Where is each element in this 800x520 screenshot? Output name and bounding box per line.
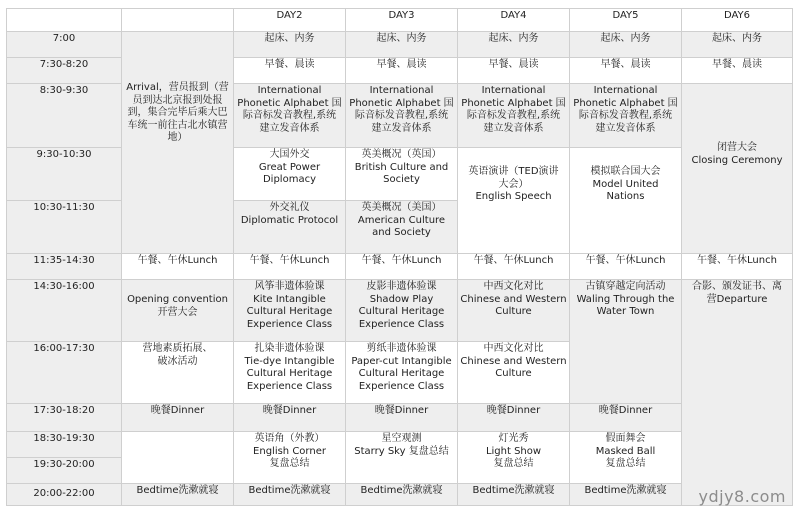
closing-day6: 闭营大会 Closing Ceremony <box>682 84 793 254</box>
row-14-30 <box>7 280 793 342</box>
dinner-day2: 晚餐Dinner <box>234 404 346 432</box>
wake-day2: 起床、内务 <box>234 32 346 58</box>
header-row <box>7 9 793 32</box>
breakfast-day2: 早餐、晨读 <box>234 58 346 84</box>
ball-day5: 假面舞会 Masked Ball 复盘总结 <box>570 432 682 484</box>
time-cell: 7:00 <box>7 32 122 58</box>
un-day5: 模拟联合国大会 Model United Nations <box>570 148 682 254</box>
time-cell: 17:30-18:20 <box>7 404 122 432</box>
lunch-day3: 午餐、午休Lunch <box>346 254 458 280</box>
header-day1 <box>122 9 234 32</box>
time-cell: 7:30-8:20 <box>7 58 122 84</box>
breakfast-day4: 早餐、晨读 <box>458 58 570 84</box>
speech-day4: 英语演讲（TED演讲 大会） English Speech <box>458 148 570 254</box>
wake-day5: 起床、内务 <box>570 32 682 58</box>
protocol-day2: 外交礼仪 Diplomatic Protocol <box>234 201 346 254</box>
diplomacy-day2: 大国外交 Great Power Diplomacy <box>234 148 346 201</box>
row-18-30 <box>7 432 793 458</box>
time-cell: 11:35-14:30 <box>7 254 122 280</box>
header-day6: DAY6 <box>682 9 793 32</box>
bed-day3: Bedtime洗漱就寝 <box>346 484 458 506</box>
wake-day6: 起床、内务 <box>682 32 793 58</box>
compare-day4-a: 中西文化对比 Chinese and Western Culture <box>458 280 570 342</box>
row-11-35 <box>7 254 793 280</box>
bed-day2: Bedtime洗漱就寝 <box>234 484 346 506</box>
dinner-day3: 晚餐Dinner <box>346 404 458 432</box>
phonetic-day4: International Phonetic Alphabet 国 际音标发音教程,系统 建立发音体系 <box>458 84 570 148</box>
time-cell: 10:30-11:30 <box>7 201 122 254</box>
wake-day4: 起床、内务 <box>458 32 570 58</box>
header-day2: DAY2 <box>234 9 346 32</box>
tiedye-day2: 扎染非遗体验课 Tie-dye Intangible Cultural Heritage Experience Class <box>234 342 346 404</box>
evening-day1-empty <box>122 432 234 484</box>
dinner-day4: 晚餐Dinner <box>458 404 570 432</box>
time-cell: 19:30-20:00 <box>7 458 122 484</box>
bed-day5: Bedtime洗漱就寝 <box>570 484 682 506</box>
light-day4: 灯光秀 Light Show 复盘总结 <box>458 432 570 484</box>
kite-day2: 风筝非遗体验课 Kite Intangible Cultural Heritage Experience Class <box>234 280 346 342</box>
breakfast-day6: 早餐、晨读 <box>682 58 793 84</box>
row-17-30 <box>7 404 793 432</box>
british-day3: 英美概况（英国） British Culture and Society <box>346 148 458 201</box>
row-7-00 <box>7 32 793 58</box>
lunch-day5: 午餐、午休Lunch <box>570 254 682 280</box>
starry-day3: 星空观测 Starry Sky 复盘总结 <box>346 432 458 484</box>
header-day3: DAY3 <box>346 9 458 32</box>
row-20-00 <box>7 484 793 506</box>
time-cell: 16:00-17:30 <box>7 342 122 404</box>
lunch-day4: 午餐、午休Lunch <box>458 254 570 280</box>
dinner-day5: 晚餐Dinner <box>570 404 682 432</box>
schedule-wrapper <box>6 8 792 506</box>
time-cell: 18:30-19:30 <box>7 432 122 458</box>
time-cell: 14:30-16:00 <box>7 280 122 342</box>
phonetic-day2: International Phonetic Alphabet 国 际音标发音教程,系统 建立发音体系 <box>234 84 346 148</box>
american-day3: 英美概况（美国） American Culture and Society <box>346 201 458 254</box>
header-day4: DAY4 <box>458 9 570 32</box>
header-corner <box>7 9 122 32</box>
corner-day2: 英语角（外教） English Corner 复盘总结 <box>234 432 346 484</box>
phonetic-day3: International Phonetic Alphabet 国 际音标发音教程,系统 建立发音体系 <box>346 84 458 148</box>
bed-day4: Bedtime洗漱就寝 <box>458 484 570 506</box>
time-cell: 8:30-9:30 <box>7 84 122 148</box>
phonetic-day5: International Phonetic Alphabet 国 际音标发音教程,系统 建立发音体系 <box>570 84 682 148</box>
shadow-day3: 皮影非遗体验课 Shadow Play Cultural Heritage Experience Class <box>346 280 458 342</box>
departure-day6: 合影、颁发证书、离 营Departure <box>682 280 793 506</box>
lunch-day2: 午餐、午休Lunch <box>234 254 346 280</box>
icebreak-day1: 营地素质拓展、 破冰活动 <box>122 342 234 404</box>
arrival-cell: Arrival，营员报到（营员到达北京报到处报到，集合完毕后乘大巴车统一前往古北水镇营地） <box>122 32 234 254</box>
papercut-day3: 剪纸非遗体验课 Paper-cut Intangible Cultural Heritage Experience Class <box>346 342 458 404</box>
time-cell: 20:00-22:00 <box>7 484 122 506</box>
lunch-day1: 午餐、午休Lunch <box>122 254 234 280</box>
camp-schedule-table <box>6 8 793 506</box>
water-day5: 古镇穿越定向活动 Waling Through the Water Town <box>570 280 682 404</box>
breakfast-day3: 早餐、晨读 <box>346 58 458 84</box>
watermark: ydjy8.com <box>698 487 786 506</box>
opening-day1: Opening convention 开营大会 <box>122 280 234 342</box>
dinner-day1: 晚餐Dinner <box>122 404 234 432</box>
compare-day4-b: 中西文化对比 Chinese and Western Culture <box>458 342 570 404</box>
wake-day3: 起床、内务 <box>346 32 458 58</box>
header-day5: DAY5 <box>570 9 682 32</box>
breakfast-day5: 早餐、晨读 <box>570 58 682 84</box>
bed-day1: Bedtime洗漱就寝 <box>122 484 234 506</box>
lunch-day6: 午餐、午休Lunch <box>682 254 793 280</box>
time-cell: 9:30-10:30 <box>7 148 122 201</box>
